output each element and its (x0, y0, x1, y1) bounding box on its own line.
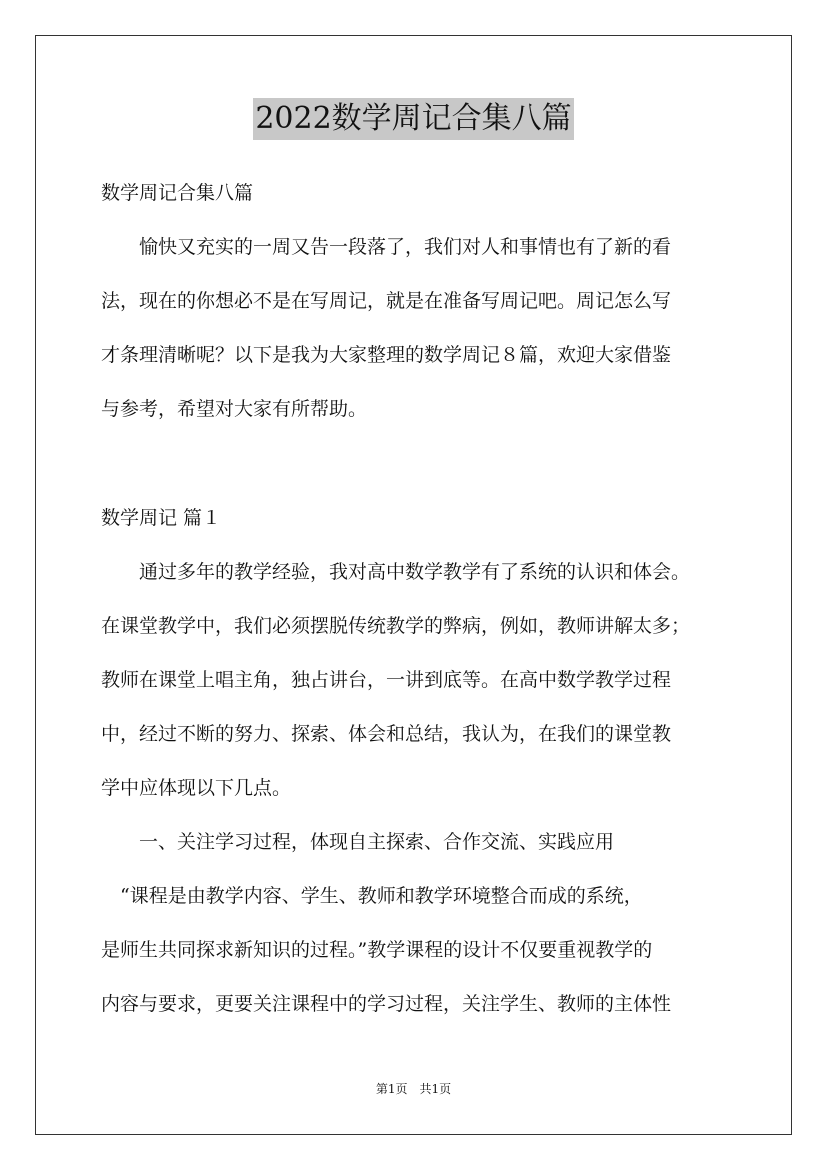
intro-line: 愉快又充实的一周又告一段落了，我们对人和事情也有了新的看 (101, 236, 672, 258)
body-line: 内容与要求，更要关注课程中的学习过程，关注学生、教师的主体性 (101, 993, 672, 1015)
body-line: 一、关注学习过程，体现自主探索、合作交流、实践应用 (101, 831, 615, 853)
body-line: 教师在课堂上唱主角，独占讲台，一讲到底等。在高中数学教学过程 (101, 669, 672, 691)
body-line: 是师生共同探求新知识的过程。”教学课程的设计不仅要重视教学的 (101, 939, 653, 961)
section-heading: 数学周记 篇１ (101, 507, 222, 529)
intro-line: 法，现在的你想必不是在写周记，就是在准备写周记吧。周记怎么写 (101, 290, 672, 312)
body-line: 学中应体现以下几点。 (101, 777, 292, 799)
document-title: 2022数学周记合集八篇 (253, 98, 573, 140)
intro-line: 才条理清晰呢？以下是我为大家整理的数学周记８篇，欢迎大家借鉴 (101, 344, 672, 366)
body-line: 通过多年的教学经验，我对高中数学教学有了系统的认识和体会。 (101, 561, 691, 583)
intro-line: 与参考，希望对大家有所帮助。 (101, 398, 368, 420)
title-container (0, 98, 827, 140)
body-line: “课程是由教学内容、学生、教师和教学环境整合而成的系统， (101, 885, 643, 907)
body-line: 在课堂教学中，我们必须摆脱传统教学的弊病，例如，教师讲解太多； (101, 615, 691, 637)
body-line: 中，经过不断的努力、探索、体会和总结，我认为，在我们的课堂教 (101, 723, 672, 745)
subtitle: 数学周记合集八篇 (101, 182, 254, 204)
page-footer: 第1页 共1页 (375, 1082, 452, 1096)
